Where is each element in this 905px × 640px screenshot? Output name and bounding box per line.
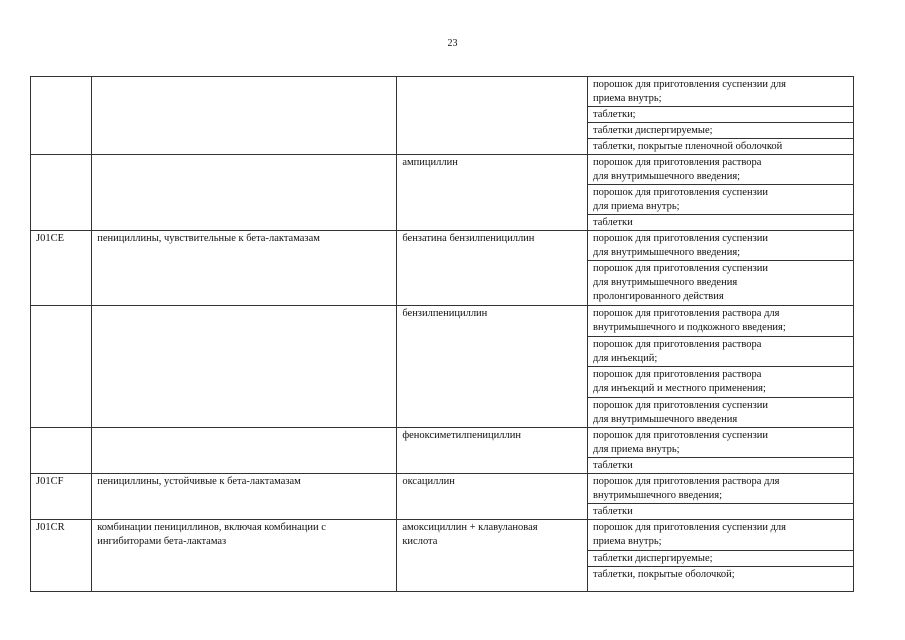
pharmacological-group-cell (92, 231, 397, 306)
pharmacological-group-text: пенициллины, устойчивые к бета-лактамазам (97, 476, 301, 487)
dosage-form-text: таблетки (593, 506, 633, 517)
dosage-form-cell (588, 398, 854, 428)
drug-name-cell (397, 474, 588, 520)
dosage-form-cell (588, 428, 854, 458)
table-row (31, 155, 854, 185)
dosage-form-cell (588, 504, 854, 520)
dosage-form-cell (588, 155, 854, 185)
dosage-form-text: порошок для приготовления раствора для внутримышечного введения; (593, 476, 780, 501)
table-row (31, 231, 854, 261)
dosage-form-text: порошок для приготовления суспензии для приема внутрь; (593, 79, 786, 104)
dosage-form-text: таблетки (593, 460, 633, 471)
dosage-form-cell (588, 520, 854, 551)
drug-name-text: бензатина бензилпенициллин (402, 233, 535, 244)
dosage-form-cell (588, 77, 854, 107)
table-row (31, 306, 854, 337)
pharmacological-group-cell (92, 428, 397, 474)
table-row (31, 428, 854, 458)
atc-code-text: J01CF (36, 476, 64, 487)
dosage-form-cell (588, 567, 854, 592)
table-body (31, 77, 854, 592)
dosage-form-text: таблетки диспергируемые; (593, 553, 713, 564)
dosage-form-cell (588, 231, 854, 261)
dosage-form-text: порошок для приготовления суспензии для приема внутрь; (593, 187, 768, 212)
atc-code-cell (31, 474, 92, 520)
pharmacological-group-cell (92, 77, 397, 155)
dosage-form-cell (588, 139, 854, 155)
dosage-form-cell (588, 458, 854, 474)
atc-code-cell (31, 231, 92, 306)
drug-name-text: бензилпенициллин (402, 308, 488, 319)
drug-name-text: амоксициллин + клавулановая кислота (402, 522, 538, 547)
dosage-form-text: порошок для приготовления раствора для инъекций и местного применения; (593, 369, 766, 394)
atc-code-text: J01CE (36, 233, 65, 244)
dosage-form-text: таблетки диспергируемые; (593, 125, 713, 136)
dosage-form-text: таблетки (593, 217, 633, 228)
dosage-form-text: порошок для приготовления раствора для внутримышечного и подкожного введения; (593, 308, 786, 333)
drug-name-cell (397, 306, 588, 428)
atc-code-cell (31, 77, 92, 155)
dosage-form-text: порошок для приготовления раствора для инъекций; (593, 339, 762, 364)
dosage-form-cell (588, 215, 854, 231)
pharmacological-group-text: комбинации пенициллинов, включая комбинации с ингибиторами бета-лактамаз (97, 522, 326, 547)
pharmacological-group-cell (92, 520, 397, 592)
dosage-form-text: порошок для приготовления суспензии для внутримышечного введения пролонгированного действия (593, 263, 768, 302)
atc-code-cell (31, 306, 92, 428)
pharmacological-group-cell (92, 474, 397, 520)
table-row (31, 520, 854, 551)
drug-name-text: оксациллин (402, 476, 455, 487)
drug-name-cell (397, 77, 588, 155)
dosage-form-cell (588, 107, 854, 123)
dosage-form-cell (588, 123, 854, 139)
drug-name-text: ампициллин (402, 157, 458, 168)
drug-name-cell (397, 231, 588, 306)
dosage-form-text: порошок для приготовления раствора для внутримышечного введения; (593, 157, 762, 182)
dosage-form-text: таблетки, покрытые оболочкой; (593, 569, 735, 580)
dosage-form-cell (588, 474, 854, 504)
drug-name-cell (397, 428, 588, 474)
atc-code-cell (31, 155, 92, 231)
drug-name-cell (397, 520, 588, 592)
dosage-form-text: порошок для приготовления суспензии для приема внутрь; (593, 430, 768, 455)
atc-code-cell (31, 428, 92, 474)
dosage-form-cell (588, 367, 854, 398)
dosage-form-text: порошок для приготовления суспензии для приема внутрь; (593, 522, 786, 547)
dosage-form-text: порошок для приготовления суспензии для внутримышечного введения; (593, 233, 768, 258)
table-row (31, 474, 854, 504)
dosage-form-cell (588, 185, 854, 215)
dosage-form-cell (588, 306, 854, 337)
dosage-form-cell (588, 337, 854, 367)
dosage-form-cell (588, 551, 854, 567)
pharmacological-group-text: пенициллины, чувствительные к бета-лактамазам (97, 233, 320, 244)
atc-code-cell (31, 520, 92, 592)
dosage-form-text: порошок для приготовления суспензии для внутримышечного введения (593, 400, 768, 425)
dosage-form-cell (588, 261, 854, 306)
page-number: 23 (447, 38, 458, 49)
dosage-form-text: таблетки, покрытые пленочной оболочкой (593, 141, 783, 152)
drug-list-table (30, 76, 854, 592)
drug-name-cell (397, 155, 588, 231)
pharmacological-group-cell (92, 155, 397, 231)
table-row (31, 77, 854, 107)
atc-code-text: J01CR (36, 522, 65, 533)
pharmacological-group-cell (92, 306, 397, 428)
drug-name-text: феноксиметилпенициллин (402, 430, 522, 441)
dosage-form-text: таблетки; (593, 109, 636, 120)
